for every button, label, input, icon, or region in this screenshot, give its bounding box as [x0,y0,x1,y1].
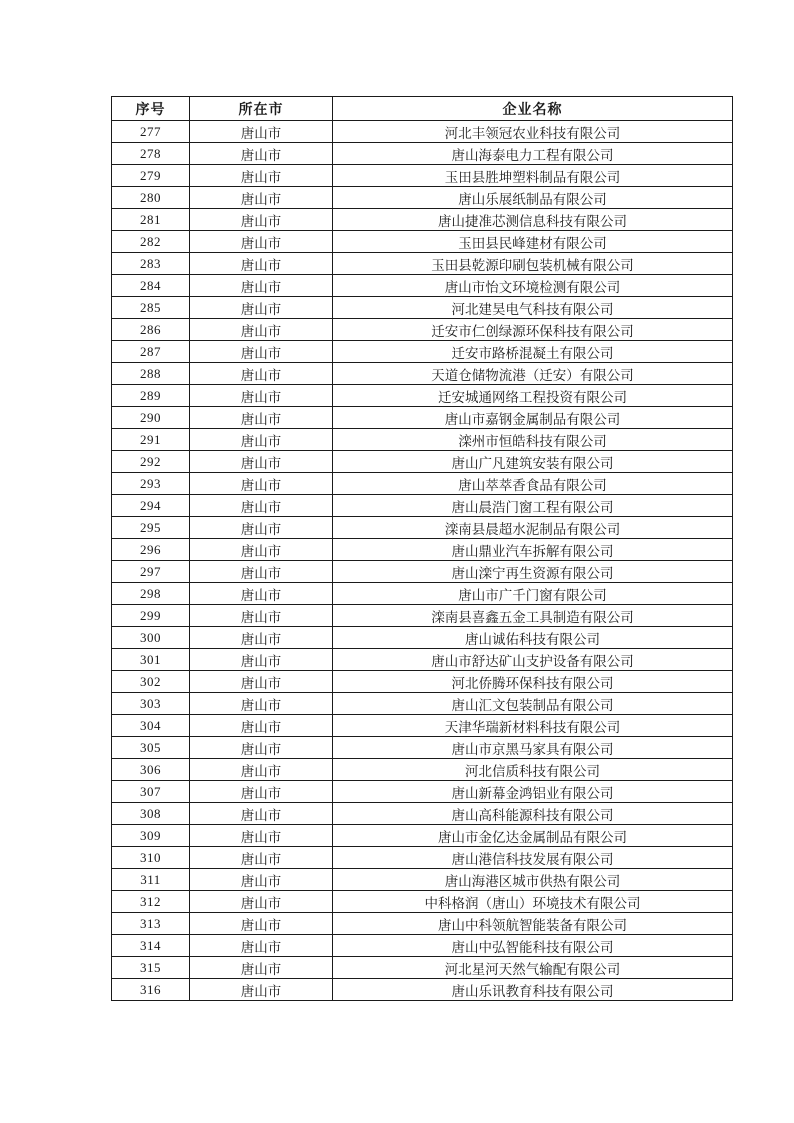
table-header [112,97,733,121]
cell-city: 唐山市 [190,869,333,891]
cell-serial: 297 [112,561,190,583]
cell-company-name: 唐山晨浩门窗工程有限公司 [333,495,733,517]
cell-serial: 282 [112,231,190,253]
cell-serial: 309 [112,825,190,847]
table-row [112,253,733,275]
table-row [112,429,733,451]
header-row [112,97,733,121]
cell-company-name: 唐山汇文包装制品有限公司 [333,693,733,715]
cell-serial: 311 [112,869,190,891]
cell-serial: 295 [112,517,190,539]
cell-city: 唐山市 [190,825,333,847]
table-row [112,121,733,143]
cell-serial: 290 [112,407,190,429]
table-row [112,187,733,209]
cell-city: 唐山市 [190,781,333,803]
cell-company-name: 唐山市广千门窗有限公司 [333,583,733,605]
cell-company-name: 唐山滦宁再生资源有限公司 [333,561,733,583]
cell-serial: 308 [112,803,190,825]
table-row [112,847,733,869]
table-row [112,759,733,781]
cell-city: 唐山市 [190,671,333,693]
cell-serial: 289 [112,385,190,407]
cell-company-name: 唐山诚佑科技有限公司 [333,627,733,649]
cell-city: 唐山市 [190,759,333,781]
cell-company-name: 河北信质科技有限公司 [333,759,733,781]
cell-company-name: 唐山新幕金鸿铝业有限公司 [333,781,733,803]
table-row [112,715,733,737]
cell-city: 唐山市 [190,209,333,231]
cell-city: 唐山市 [190,561,333,583]
cell-serial: 285 [112,297,190,319]
table-row [112,583,733,605]
cell-serial: 284 [112,275,190,297]
cell-city: 唐山市 [190,121,333,143]
cell-serial: 298 [112,583,190,605]
table-row [112,473,733,495]
cell-company-name: 唐山中科领航智能装备有限公司 [333,913,733,935]
table-row [112,495,733,517]
cell-company-name: 唐山市舒达矿山支护设备有限公司 [333,649,733,671]
cell-serial: 287 [112,341,190,363]
cell-company-name: 滦南县喜鑫五金工具制造有限公司 [333,605,733,627]
table-row [112,451,733,473]
cell-serial: 286 [112,319,190,341]
cell-company-name: 迁安市路桥混凝土有限公司 [333,341,733,363]
cell-city: 唐山市 [190,495,333,517]
table-row [112,671,733,693]
table-row [112,275,733,297]
cell-serial: 315 [112,957,190,979]
table-row [112,209,733,231]
cell-serial: 303 [112,693,190,715]
cell-city: 唐山市 [190,803,333,825]
cell-company-name: 玉田县民峰建材有限公司 [333,231,733,253]
cell-serial: 283 [112,253,190,275]
cell-company-name: 唐山海港区城市供热有限公司 [333,869,733,891]
cell-city: 唐山市 [190,385,333,407]
cell-company-name: 迁安城通网络工程投资有限公司 [333,385,733,407]
table-row [112,627,733,649]
table-row [112,407,733,429]
cell-city: 唐山市 [190,473,333,495]
cell-city: 唐山市 [190,693,333,715]
table-row [112,319,733,341]
cell-city: 唐山市 [190,319,333,341]
table-row [112,891,733,913]
table-row [112,913,733,935]
cell-company-name: 唐山捷准芯测信息科技有限公司 [333,209,733,231]
table-row [112,517,733,539]
cell-serial: 300 [112,627,190,649]
table-row [112,693,733,715]
cell-city: 唐山市 [190,605,333,627]
cell-company-name: 唐山广凡建筑安装有限公司 [333,451,733,473]
cell-serial: 312 [112,891,190,913]
cell-city: 唐山市 [190,913,333,935]
cell-city: 唐山市 [190,979,333,1001]
cell-company-name: 河北丰领冠农业科技有限公司 [333,121,733,143]
cell-company-name: 滦州市恒皓科技有限公司 [333,429,733,451]
cell-company-name: 唐山海泰电力工程有限公司 [333,143,733,165]
cell-serial: 304 [112,715,190,737]
cell-serial: 310 [112,847,190,869]
cell-city: 唐山市 [190,143,333,165]
cell-company-name: 唐山市怡文环境检测有限公司 [333,275,733,297]
cell-city: 唐山市 [190,539,333,561]
cell-company-name: 唐山鼎业汽车拆解有限公司 [333,539,733,561]
cell-city: 唐山市 [190,957,333,979]
cell-serial: 291 [112,429,190,451]
cell-serial: 277 [112,121,190,143]
cell-serial: 301 [112,649,190,671]
table-row [112,385,733,407]
cell-serial: 292 [112,451,190,473]
cell-serial: 306 [112,759,190,781]
cell-company-name: 唐山萃萃香食品有限公司 [333,473,733,495]
cell-city: 唐山市 [190,737,333,759]
cell-city: 唐山市 [190,451,333,473]
cell-serial: 313 [112,913,190,935]
cell-serial: 302 [112,671,190,693]
table-row [112,935,733,957]
cell-company-name: 唐山乐讯教育科技有限公司 [333,979,733,1001]
cell-city: 唐山市 [190,275,333,297]
cell-company-name: 唐山高科能源科技有限公司 [333,803,733,825]
table-row [112,869,733,891]
table-row [112,957,733,979]
table-row [112,649,733,671]
header-city: 所在市 [190,97,333,121]
table-row [112,781,733,803]
cell-company-name: 唐山市嘉钢金属制品有限公司 [333,407,733,429]
cell-serial: 316 [112,979,190,1001]
cell-company-name: 唐山港信科技发展有限公司 [333,847,733,869]
cell-city: 唐山市 [190,649,333,671]
table-row [112,737,733,759]
cell-serial: 288 [112,363,190,385]
cell-city: 唐山市 [190,517,333,539]
cell-company-name: 河北侨腾环保科技有限公司 [333,671,733,693]
cell-city: 唐山市 [190,165,333,187]
cell-serial: 296 [112,539,190,561]
table-row [112,143,733,165]
table-row [112,363,733,385]
cell-company-name: 唐山乐展纸制品有限公司 [333,187,733,209]
cell-company-name: 中科格润（唐山）环境技术有限公司 [333,891,733,913]
cell-company-name: 滦南县晨超水泥制品有限公司 [333,517,733,539]
cell-city: 唐山市 [190,429,333,451]
table-row [112,605,733,627]
cell-serial: 280 [112,187,190,209]
table-row [112,803,733,825]
cell-company-name: 唐山市金亿达金属制品有限公司 [333,825,733,847]
cell-company-name: 唐山市京黑马家具有限公司 [333,737,733,759]
cell-serial: 278 [112,143,190,165]
table-row [112,539,733,561]
company-table [111,96,733,1001]
cell-city: 唐山市 [190,297,333,319]
cell-company-name: 河北星河天然气输配有限公司 [333,957,733,979]
cell-city: 唐山市 [190,715,333,737]
cell-city: 唐山市 [190,583,333,605]
cell-city: 唐山市 [190,935,333,957]
table-row [112,165,733,187]
cell-serial: 293 [112,473,190,495]
cell-city: 唐山市 [190,891,333,913]
cell-city: 唐山市 [190,407,333,429]
cell-city: 唐山市 [190,341,333,363]
cell-serial: 281 [112,209,190,231]
cell-city: 唐山市 [190,363,333,385]
cell-city: 唐山市 [190,187,333,209]
table-body [112,121,733,1001]
table-row [112,231,733,253]
cell-serial: 299 [112,605,190,627]
table-row [112,825,733,847]
cell-serial: 294 [112,495,190,517]
table-row [112,979,733,1001]
header-serial: 序号 [112,97,190,121]
cell-company-name: 天津华瑞新材料科技有限公司 [333,715,733,737]
cell-city: 唐山市 [190,627,333,649]
cell-city: 唐山市 [190,253,333,275]
cell-serial: 279 [112,165,190,187]
cell-company-name: 迁安市仁创绿源环保科技有限公司 [333,319,733,341]
cell-serial: 314 [112,935,190,957]
cell-company-name: 唐山中弘智能科技有限公司 [333,935,733,957]
cell-company-name: 天道仓储物流港（迁安）有限公司 [333,363,733,385]
cell-company-name: 玉田县胜坤塑料制品有限公司 [333,165,733,187]
table-row [112,341,733,363]
cell-city: 唐山市 [190,231,333,253]
table-row [112,297,733,319]
cell-serial: 305 [112,737,190,759]
cell-company-name: 河北建昊电气科技有限公司 [333,297,733,319]
cell-company-name: 玉田县乾源印刷包装机械有限公司 [333,253,733,275]
cell-serial: 307 [112,781,190,803]
table-row [112,561,733,583]
cell-city: 唐山市 [190,847,333,869]
header-company-name: 企业名称 [333,97,733,121]
